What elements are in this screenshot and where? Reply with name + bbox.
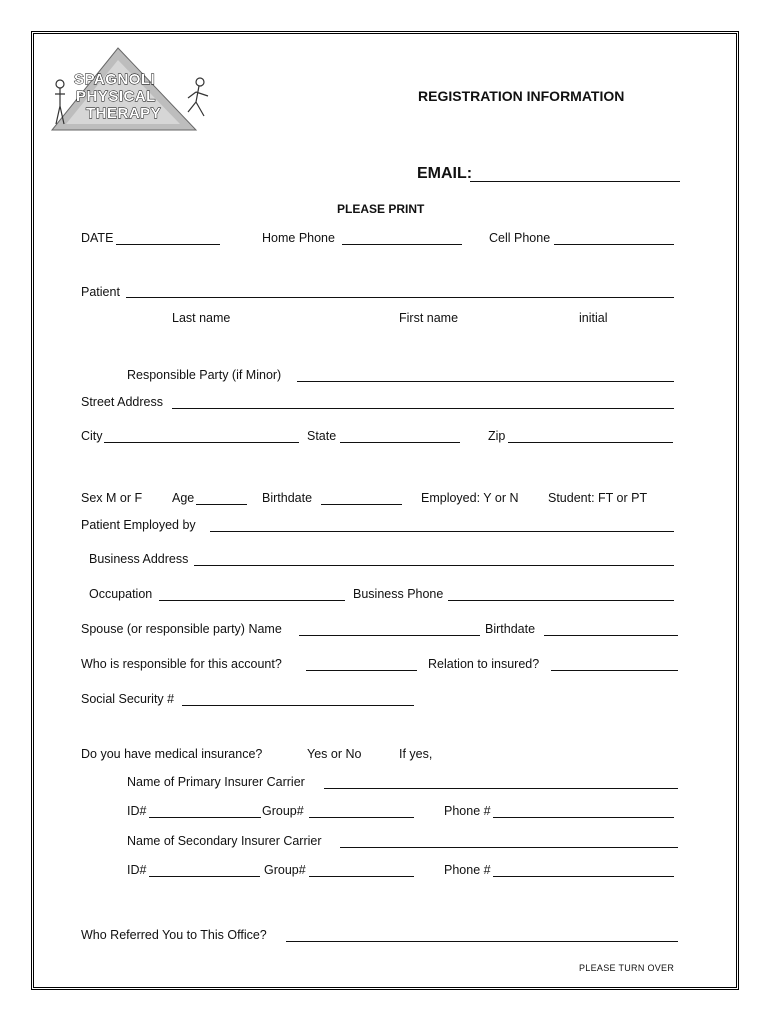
date-field[interactable] — [116, 244, 220, 245]
age-field[interactable] — [196, 504, 247, 505]
primary-carrier-label: Name of Primary Insurer Carrier — [127, 775, 305, 789]
who-responsible-label: Who is responsible for this account? — [81, 657, 282, 671]
business-phone-field[interactable] — [448, 600, 674, 601]
relation-insured-field[interactable] — [551, 670, 678, 671]
please-print: PLEASE PRINT — [337, 202, 425, 216]
patient-employed-by-label: Patient Employed by — [81, 518, 196, 532]
responsible-party-field[interactable] — [297, 381, 674, 382]
secondary-phone-field[interactable] — [493, 876, 674, 877]
initial-caption: initial — [579, 311, 608, 325]
secondary-group-label: Group# — [264, 863, 306, 877]
referred-field[interactable] — [286, 941, 678, 942]
city-label: City — [81, 429, 103, 443]
state-label: State — [307, 429, 337, 443]
logo-line1: SPAGNOLI — [74, 71, 156, 88]
logo-line2: PHYSICAL — [76, 88, 156, 105]
home-phone-field[interactable] — [342, 244, 462, 245]
last-name-caption: Last name — [172, 311, 231, 325]
business-phone-label: Business Phone — [353, 587, 444, 601]
primary-phone-label: Phone # — [444, 804, 491, 818]
primary-carrier-field[interactable] — [324, 788, 678, 789]
state-field[interactable] — [340, 442, 460, 443]
first-name-caption: First name — [399, 311, 459, 325]
business-address-label: Business Address — [89, 552, 189, 566]
business-address-field[interactable] — [194, 565, 674, 566]
primary-id-label: ID# — [127, 804, 147, 818]
secondary-group-field[interactable] — [309, 876, 414, 877]
secondary-carrier-label: Name of Secondary Insurer Carrier — [127, 834, 322, 848]
street-address-label: Street Address — [81, 395, 163, 409]
logo-line3: THERAPY — [86, 105, 162, 122]
medical-insurance-label: Do you have medical insurance? — [81, 747, 263, 761]
birthdate-label: Birthdate — [262, 491, 313, 505]
secondary-phone-label: Phone # — [444, 863, 491, 877]
student-label: Student: FT or PT — [548, 491, 648, 505]
if-yes-label: If yes, — [399, 747, 433, 761]
spagnoli-logo — [46, 44, 226, 134]
secondary-id-label: ID# — [127, 863, 147, 877]
zip-label: Zip — [488, 429, 506, 443]
page-title: REGISTRATION INFORMATION — [418, 88, 625, 104]
spouse-name-field[interactable] — [299, 635, 480, 636]
ssn-field[interactable] — [182, 705, 414, 706]
primary-id-field[interactable] — [149, 817, 261, 818]
zip-field[interactable] — [508, 442, 673, 443]
patient-employed-by-field[interactable] — [210, 531, 674, 532]
date-label: DATE — [81, 231, 114, 245]
yes-or-no-label: Yes or No — [307, 747, 362, 761]
street-address-field[interactable] — [172, 408, 674, 409]
age-label: Age — [172, 491, 195, 505]
responsible-party-label: Responsible Party (if Minor) — [127, 368, 282, 382]
occupation-field[interactable] — [159, 600, 345, 601]
secondary-carrier-field[interactable] — [340, 847, 678, 848]
relation-insured-label: Relation to insured? — [428, 657, 540, 671]
cell-phone-label: Cell Phone — [489, 231, 551, 245]
email-field[interactable] — [470, 181, 680, 182]
logo-figure-right — [188, 78, 208, 116]
secondary-id-field[interactable] — [149, 876, 260, 877]
occupation-label: Occupation — [89, 587, 153, 601]
birthdate-field[interactable] — [321, 504, 402, 505]
city-field[interactable] — [104, 442, 299, 443]
primary-group-field[interactable] — [309, 817, 414, 818]
cell-phone-field[interactable] — [554, 244, 674, 245]
spouse-birthdate-label: Birthdate — [485, 622, 536, 636]
home-phone-label: Home Phone — [262, 231, 335, 245]
patient-label: Patient — [81, 285, 120, 299]
email-label: EMAIL: — [417, 165, 473, 182]
referred-label: Who Referred You to This Office? — [81, 928, 267, 942]
who-responsible-field[interactable] — [306, 670, 417, 671]
turn-over-note: PLEASE TURN OVER — [579, 963, 675, 973]
spouse-name-label: Spouse (or responsible party) Name — [81, 622, 282, 636]
employed-label: Employed: Y or N — [421, 491, 519, 505]
primary-phone-field[interactable] — [493, 817, 674, 818]
ssn-label: Social Security # — [81, 692, 175, 706]
sex-label: Sex M or F — [81, 491, 143, 505]
primary-group-label: Group# — [262, 804, 304, 818]
spouse-birthdate-field[interactable] — [544, 635, 678, 636]
patient-name-field[interactable] — [126, 297, 674, 298]
